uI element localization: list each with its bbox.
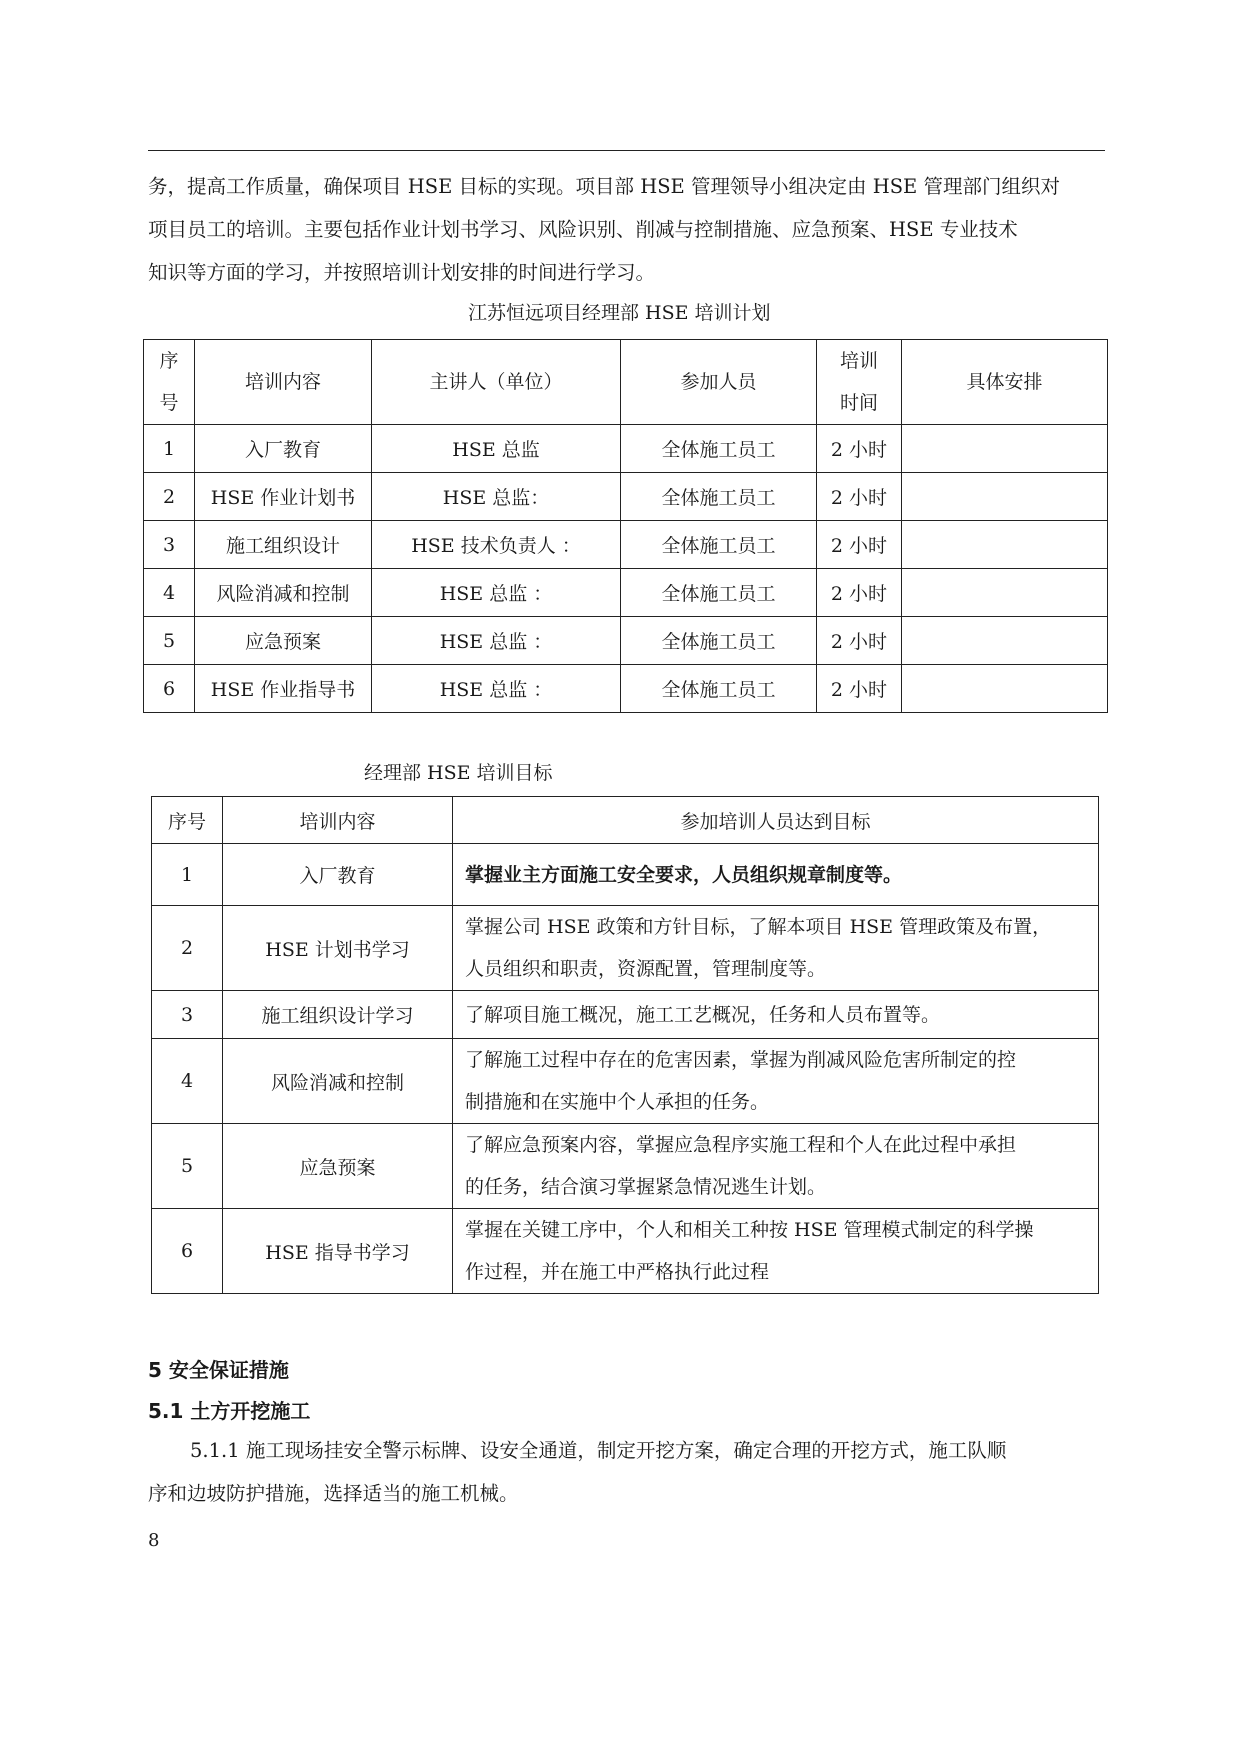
header-cell-no: 序 号 bbox=[144, 340, 195, 425]
cell-no: 1 bbox=[144, 425, 195, 473]
cell-no: 3 bbox=[152, 991, 223, 1039]
cell-time: 2 小时 bbox=[817, 569, 902, 617]
cell-content: HSE 作业计划书 bbox=[195, 473, 372, 521]
header-cell-goal: 参加培训人员达到目标 bbox=[453, 797, 1099, 844]
table-row bbox=[144, 569, 1108, 617]
cell-goal: 了解项目施工概况，施工工艺概况，任务和人员布置等。 bbox=[453, 991, 1099, 1039]
cell-no: 1 bbox=[152, 844, 223, 906]
cell-no: 5 bbox=[144, 617, 195, 665]
cell-time: 2 小时 bbox=[817, 617, 902, 665]
cell-arrangement bbox=[902, 521, 1108, 569]
cell-participants: 全体施工员工 bbox=[621, 473, 817, 521]
cell-content: 施工组织设计 bbox=[195, 521, 372, 569]
cell-content: HSE 指导书学习 bbox=[223, 1209, 453, 1294]
cell-goal: 了解应急预案内容，掌握应急程序实施工程和个人在此过程中承担 的任务，结合演习掌握紧急情况逃生计划。 bbox=[453, 1124, 1099, 1209]
header-cell-content: 培训内容 bbox=[223, 797, 453, 844]
body-line: 序和边坡防护措施，选择适当的施工机械。 bbox=[148, 1482, 519, 1505]
cell-content: 风险消减和控制 bbox=[223, 1039, 453, 1124]
cell-lecturer: HSE 总监 ： bbox=[372, 569, 621, 617]
cell-no: 3 bbox=[144, 521, 195, 569]
cell-content: 应急预案 bbox=[195, 617, 372, 665]
header-cell-no: 序号 bbox=[152, 797, 223, 844]
cell-time: 2 小时 bbox=[817, 425, 902, 473]
cell-arrangement bbox=[902, 473, 1108, 521]
cell-time: 2 小时 bbox=[817, 473, 902, 521]
cell-participants: 全体施工员工 bbox=[621, 425, 817, 473]
cell-participants: 全体施工员工 bbox=[621, 665, 817, 713]
table-row bbox=[144, 425, 1108, 473]
cell-lecturer: HSE 技术负责人 ： bbox=[372, 521, 621, 569]
intro-line: 务，提高工作质量，确保项目 HSE 目标的实现。项目部 HSE 管理领导小组决定由 HSE 管理部门组织对 bbox=[148, 175, 1060, 198]
cell-lecturer: HSE 总监 ： bbox=[372, 617, 621, 665]
cell-lecturer: HSE 总监 ： bbox=[372, 665, 621, 713]
table-row bbox=[152, 1039, 1099, 1124]
table-row bbox=[152, 1124, 1099, 1209]
section-heading: 5 安全保证措施 bbox=[148, 1358, 289, 1382]
cell-goal: 掌握业主方面施工安全要求，人员组织规章制度等。 bbox=[453, 844, 1099, 906]
cell-lecturer: HSE 总监 bbox=[372, 425, 621, 473]
cell-goal: 掌握在关键工序中，个人和相关工种按 HSE 管理模式制定的科学操 作过程，并在施工中严格执行此过程 bbox=[453, 1209, 1099, 1294]
cell-arrangement bbox=[902, 665, 1108, 713]
goal-table-header-row bbox=[152, 797, 1099, 844]
cell-content: HSE 计划书学习 bbox=[223, 906, 453, 991]
cell-arrangement bbox=[902, 569, 1108, 617]
page-number: 8 bbox=[148, 1530, 160, 1551]
cell-no: 2 bbox=[152, 906, 223, 991]
plan-table bbox=[143, 339, 1108, 713]
intro-paragraph bbox=[148, 165, 1108, 294]
cell-content: 入厂教育 bbox=[195, 425, 372, 473]
cell-content: 施工组织设计学习 bbox=[223, 991, 453, 1039]
header-cell-lecturer: 主讲人（单位） bbox=[372, 340, 621, 425]
table-row bbox=[152, 844, 1099, 906]
table-row bbox=[152, 1209, 1099, 1294]
cell-no: 2 bbox=[144, 473, 195, 521]
plan-table-header-row bbox=[144, 340, 1108, 425]
cell-content: HSE 作业指导书 bbox=[195, 665, 372, 713]
table-row bbox=[144, 665, 1108, 713]
plan-table-caption: 江苏恒远项目经理部 HSE 培训计划 bbox=[468, 302, 771, 324]
cell-no: 4 bbox=[152, 1039, 223, 1124]
cell-time: 2 小时 bbox=[817, 521, 902, 569]
cell-participants: 全体施工员工 bbox=[621, 617, 817, 665]
page-header-rule bbox=[148, 150, 1105, 151]
header-cell-time: 培训 时间 bbox=[817, 340, 902, 425]
header-cell-arrangement: 具体安排 bbox=[902, 340, 1108, 425]
header-cell-participants: 参加人员 bbox=[621, 340, 817, 425]
cell-lecturer: HSE 总监： bbox=[372, 473, 621, 521]
intro-line: 项目员工的培训。主要包括作业计划书学习、风险识别、削减与控制措施、应急预案、HSE 专业技术 bbox=[148, 218, 1018, 241]
goal-table bbox=[151, 796, 1099, 1294]
cell-content: 入厂教育 bbox=[223, 844, 453, 906]
cell-no: 4 bbox=[144, 569, 195, 617]
subsection-heading: 5.1 土方开挖施工 bbox=[148, 1399, 311, 1423]
body-paragraph bbox=[148, 1429, 1108, 1515]
cell-goal: 了解施工过程中存在的危害因素，掌握为削减风险危害所制定的控 制措施和在实施中个人承担的任务。 bbox=[453, 1039, 1099, 1124]
cell-content: 风险消减和控制 bbox=[195, 569, 372, 617]
goal-table-caption: 经理部 HSE 培训目标 bbox=[364, 762, 553, 784]
cell-participants: 全体施工员工 bbox=[621, 521, 817, 569]
cell-arrangement bbox=[902, 425, 1108, 473]
table-row bbox=[144, 617, 1108, 665]
cell-goal: 掌握公司 HSE 政策和方针目标，了解本项目 HSE 管理政策及布置， 人员组织和职责，资源配置，管理制度等。 bbox=[453, 906, 1099, 991]
cell-no: 6 bbox=[152, 1209, 223, 1294]
table-row bbox=[144, 521, 1108, 569]
table-row bbox=[152, 906, 1099, 991]
cell-time: 2 小时 bbox=[817, 665, 902, 713]
body-line: 5.1.1 施工现场挂安全警示标牌、设安全通道，制定开挖方案，确定合理的开挖方式，施工队顺 bbox=[190, 1439, 1007, 1462]
intro-line: 知识等方面的学习，并按照培训计划安排的时间进行学习。 bbox=[148, 261, 656, 284]
table-row bbox=[144, 473, 1108, 521]
cell-participants: 全体施工员工 bbox=[621, 569, 817, 617]
header-cell-content: 培训内容 bbox=[195, 340, 372, 425]
cell-no: 6 bbox=[144, 665, 195, 713]
cell-no: 5 bbox=[152, 1124, 223, 1209]
table-row bbox=[152, 991, 1099, 1039]
cell-content: 应急预案 bbox=[223, 1124, 453, 1209]
cell-arrangement bbox=[902, 617, 1108, 665]
